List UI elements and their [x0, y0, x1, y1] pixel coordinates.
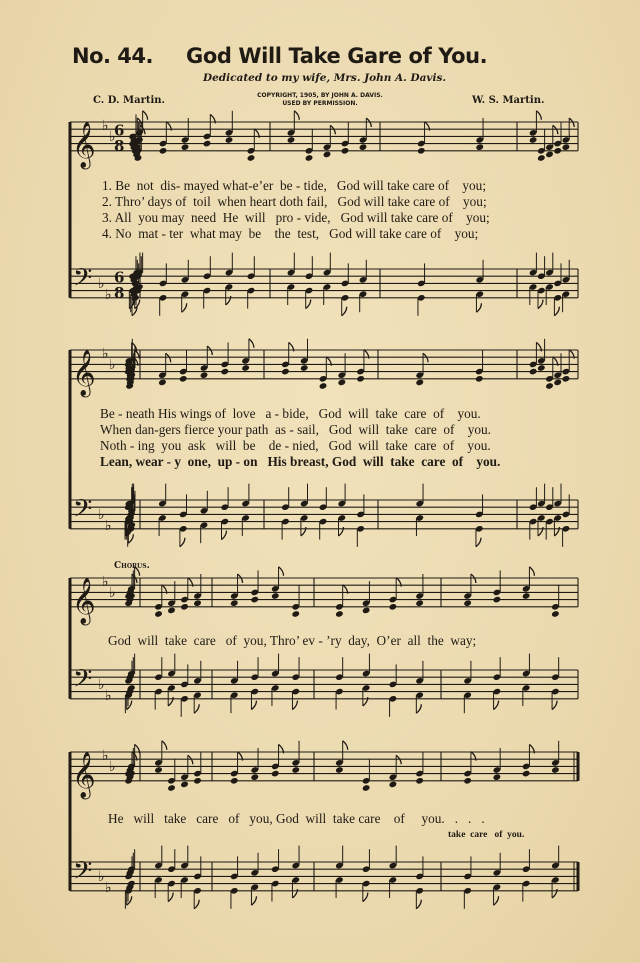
time-signature: 6 — [114, 121, 125, 140]
flat-icon: ♭ — [105, 879, 112, 896]
verse-3-line: 3. All you may need He will pro - vide, God will take care of you; — [102, 210, 490, 225]
verse-2-line: When dan-gers fierce your path as - sail, God will take care of you. — [100, 422, 492, 437]
flat-icon: ♭ — [98, 506, 105, 523]
bass-clef-icon: 𝄢 — [73, 856, 93, 892]
flat-icon: ♭ — [102, 118, 109, 135]
composer: W. S. Martin. — [472, 95, 545, 106]
flat-icon: ♭ — [105, 517, 112, 534]
flat-icon: ♭ — [109, 758, 116, 775]
chorus-label: Chorus. — [114, 561, 150, 571]
flat-icon: ♭ — [98, 676, 105, 693]
verse-4-line: 4. No mat - ter what may be the test, God will take care of you; — [102, 226, 479, 241]
flat-icon: ♭ — [109, 584, 116, 601]
verse-1-line: 1. Be not dis- mayed what-e’er be - tide, God will take care of you; — [102, 178, 487, 193]
treble-clef-icon: 𝄞 — [72, 349, 96, 396]
copyright-line: COPYRIGHT, 1905, BY JOHN A. DAVIS. — [257, 92, 383, 99]
chorus-echo-line: take care of you. — [448, 830, 525, 840]
bass-clef-icon: 𝄢 — [73, 664, 93, 700]
treble-clef-icon: 𝄞 — [72, 121, 96, 168]
flat-icon: ♭ — [98, 275, 105, 292]
verse-4-line: Lean, wear - y one, up - on His breast, God will take care of you. — [100, 454, 501, 469]
flat-icon: ♭ — [102, 346, 109, 363]
dedication: Dedicated to my wife, Mrs. John A. Davis. — [203, 72, 447, 84]
flat-icon: ♭ — [109, 356, 116, 373]
verse-1-line: Be - neath His wings of love a - bide, God will take care of you. — [100, 406, 481, 421]
time-signature: 8 — [114, 283, 125, 302]
verse-2-line: 2. Thro’ days of toil when heart doth fail, God will take care of you; — [102, 194, 487, 209]
time-signature: 8 — [114, 136, 125, 155]
hymn-title: God Will Take Gare of You. — [186, 44, 488, 68]
flat-icon: ♭ — [102, 574, 109, 591]
verse-block-2 — [100, 406, 500, 470]
chorus-line-2: He will take care of you, God will take care of you. . . . — [108, 811, 485, 826]
permission-line: USED BY PERMISSION. — [282, 100, 358, 107]
chorus-line-1: God will take care of you, Thro’ ev - ’ry day, O’er all the way; — [108, 633, 477, 648]
flat-icon: ♭ — [109, 128, 116, 145]
treble-clef-icon: 𝄞 — [72, 751, 96, 798]
flat-icon: ♭ — [102, 748, 109, 765]
flat-icon: ♭ — [105, 687, 112, 704]
flat-icon: ♭ — [105, 286, 112, 303]
time-signature: 6 — [114, 268, 125, 287]
lyricist: C. D. Martin. — [93, 95, 166, 106]
flat-icon: ♭ — [98, 868, 105, 885]
treble-clef-icon: 𝄞 — [72, 577, 96, 624]
hymn-number: No. 44. — [72, 44, 153, 68]
verse-block-1 — [102, 178, 490, 242]
bass-clef-icon: 𝄢 — [73, 494, 93, 530]
verse-3-line: Noth - ing you ask will be de - nied, God will take care of you. — [100, 438, 491, 453]
bass-clef-icon: 𝄢 — [73, 263, 93, 299]
